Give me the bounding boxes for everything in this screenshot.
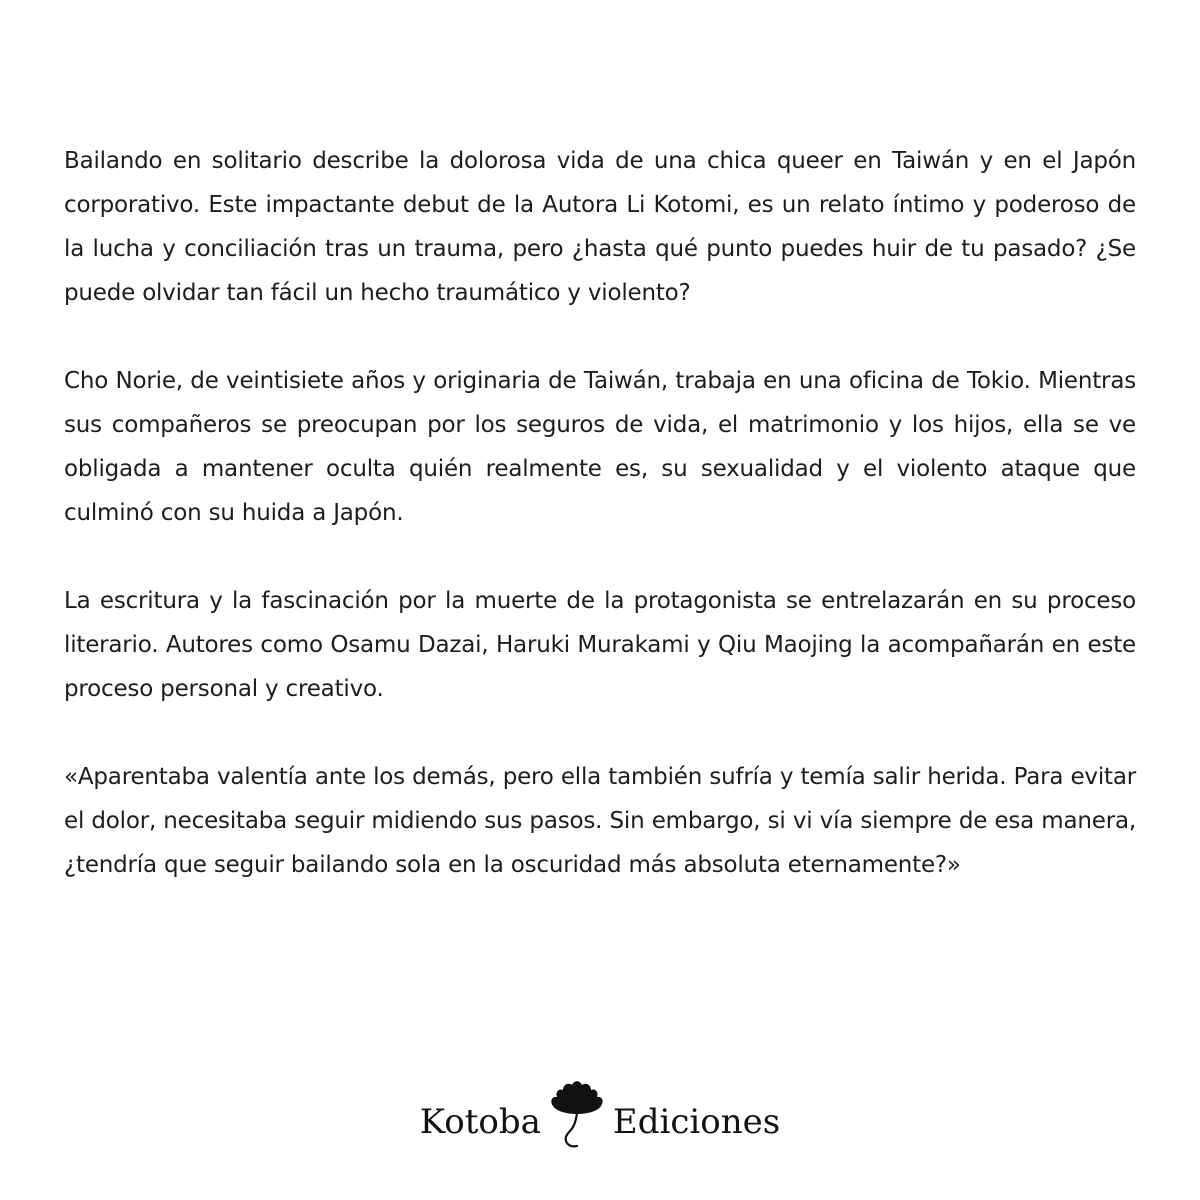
publisher-logo: [0, 1076, 1200, 1156]
ginkgo-leaf-icon: [547, 1076, 607, 1156]
description-text: [64, 139, 1136, 887]
logo-word-ediciones: Ediciones: [612, 1102, 781, 1142]
paragraph-quote: «Aparentaba valentía ante los demás, pero ella también sufría y temía salir herida. Para evitar el dolor, necesitaba seguir midiendo sus pasos. Sin embargo, si vi vía siempre de esa manera, ¿tendría que seguir bailando sola en la oscuridad más absoluta eternamente?»: [64, 764, 1136, 878]
paragraph-literary: La escritura y la fascinación por la muerte de la protagonista se entrelazarán en su proceso literario. Autores como Osamu Dazai, Haruki Murakami y Qiu Maojing la acompañarán en este proceso personal y creativo.: [64, 588, 1136, 702]
paragraph-plot: Cho Norie, de veintisiete años y originaria de Taiwán, trabaja en una oficina de Tokio. Mientras sus compañeros se preocupan por los seguros de vida, el matrimonio y los hijos, ella se ve obligada a mantener oculta quién realmente es, su sexualidad y el violento ataque que culminó con su huida a Japón.: [64, 368, 1136, 526]
logo-word-kotoba: Kotoba: [419, 1102, 541, 1142]
paragraph-intro: Bailando en solitario describe la dolorosa vida de una chica queer en Taiwán y en el Japón corporativo. Este impactante debut de la Autora Li Kotomi, es un relato íntimo y poderoso de la lucha y conciliación tras un trauma, pero ¿hasta qué punto puedes huir de tu pasado? ¿Se puede olvidar tan fácil un hecho traumático y violento?: [64, 148, 1136, 306]
